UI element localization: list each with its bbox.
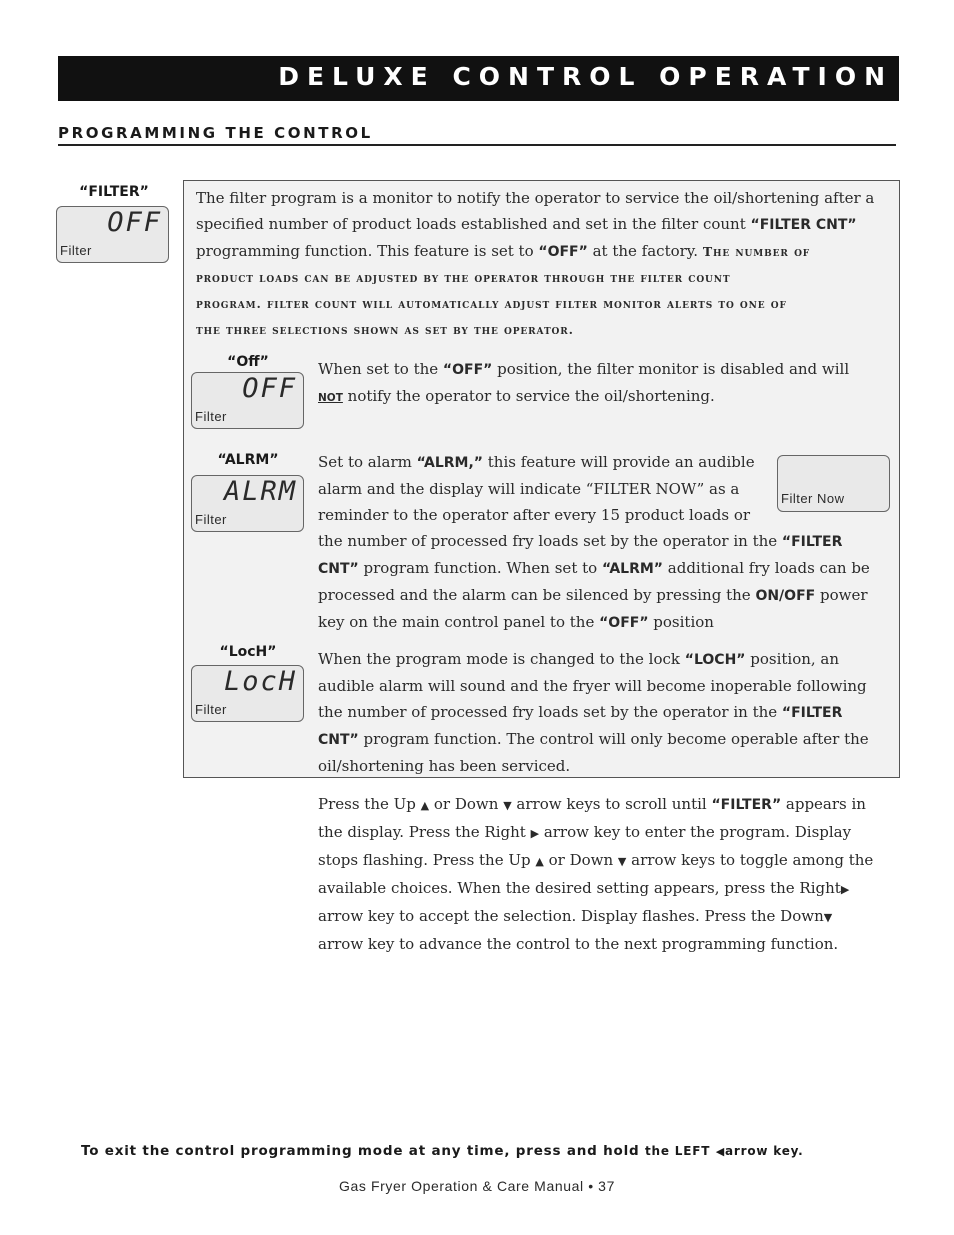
left-arrow-icon: ◀ bbox=[715, 1145, 726, 1158]
exit-note: To exit the control programming mode at any time, press and hold the LEFT ◀arrow key. bbox=[81, 1143, 804, 1159]
off-display-value: OFF bbox=[242, 373, 297, 404]
off-display bbox=[191, 372, 304, 429]
alrm-display-caption: Filter bbox=[195, 512, 227, 527]
down-arrow-icon: ▼ bbox=[617, 855, 627, 868]
loch-display-caption: Filter bbox=[195, 702, 227, 717]
right-arrow-icon: ▶ bbox=[530, 827, 540, 840]
alrm-display-label: “ALRM” bbox=[217, 452, 279, 468]
loch-display bbox=[191, 665, 304, 722]
section-title: PROGRAMMING THE CONTROL bbox=[58, 124, 373, 142]
loch-description: When the program mode is changed to the lock “LOCH” position, an audible alarm will sound and the fryer will become inoperable following the number of processed fry loads set by the operator in the “FILTER CNT” program function. The control will only become operable after the oil/shortening has been serviced. bbox=[318, 650, 869, 775]
page-title: DELUXE CONTROL OPERATION bbox=[278, 62, 893, 91]
up-arrow-icon: ▲ bbox=[535, 855, 544, 868]
filter-display-caption: Filter bbox=[60, 243, 92, 258]
loch-display-value: LocH bbox=[223, 666, 297, 697]
section-divider bbox=[58, 144, 896, 146]
navigation-instructions: Press the Up ▲ or Down ▼ arrow keys to scroll until “FILTER” appears in the display. Press the Right ▶ arrow key to enter the program. Display stops flashing. Press the Up ▲ or Down ▼ arrow keys to toggle among the available choices. When the desired setting appears, press the Right▶ arrow key to accept the selection. Display flashes. Press the Down▼ arrow key to advance the control to the next programming function. bbox=[318, 795, 874, 953]
off-description: When set to the “OFF” position, the filter monitor is disabled and will NOT notify the operator to service the oil/shortening. bbox=[318, 360, 850, 405]
filter-display-value: OFF bbox=[107, 207, 162, 238]
alrm-display bbox=[191, 475, 304, 532]
filter-now-display-caption: Filter Now bbox=[781, 491, 845, 506]
page-banner bbox=[58, 56, 899, 101]
page-footer: Gas Fryer Operation & Care Manual • 37 bbox=[339, 1178, 615, 1194]
down-arrow-icon: ▼ bbox=[503, 799, 512, 812]
filter-display bbox=[56, 206, 169, 263]
alrm-description: Set to alarm “ALRM,” this feature will provide an audible alarm and the display will indicate “FILTER NOW” as a reminder to the operator after every 15 product loads or the number of processed fry loads set by the operator in the “FILTER CNT” program function. When set to “ALRM” additional fry loads can be processed and the alarm can be silenced by pressing the ON/OFF power key on the main control panel to the “OFF” position bbox=[318, 453, 870, 631]
down-arrow-icon: ▼ bbox=[823, 911, 833, 924]
loch-display-label: “LocH” bbox=[219, 644, 277, 660]
right-arrow-icon: ▶ bbox=[840, 883, 850, 896]
off-display-label: “Off” bbox=[227, 354, 269, 370]
alrm-display-value: ALRM bbox=[223, 476, 297, 507]
off-display-caption: Filter bbox=[195, 409, 227, 424]
filter-display-label: “FILTER” bbox=[79, 184, 149, 200]
up-arrow-icon: ▲ bbox=[420, 799, 430, 812]
intro-paragraph: The filter program is a monitor to notify the operator to service the oil/shortening after a specified number of product loads established and set in the filter count “FILTER CNT” programming function. This feature is set to “OFF” at the factory. The number of product loads can be adjusted by the operator through the filter count program. filter count will automatically adjust filter monitor alerts to one of the three selections shown as set by the operator. bbox=[196, 189, 875, 337]
